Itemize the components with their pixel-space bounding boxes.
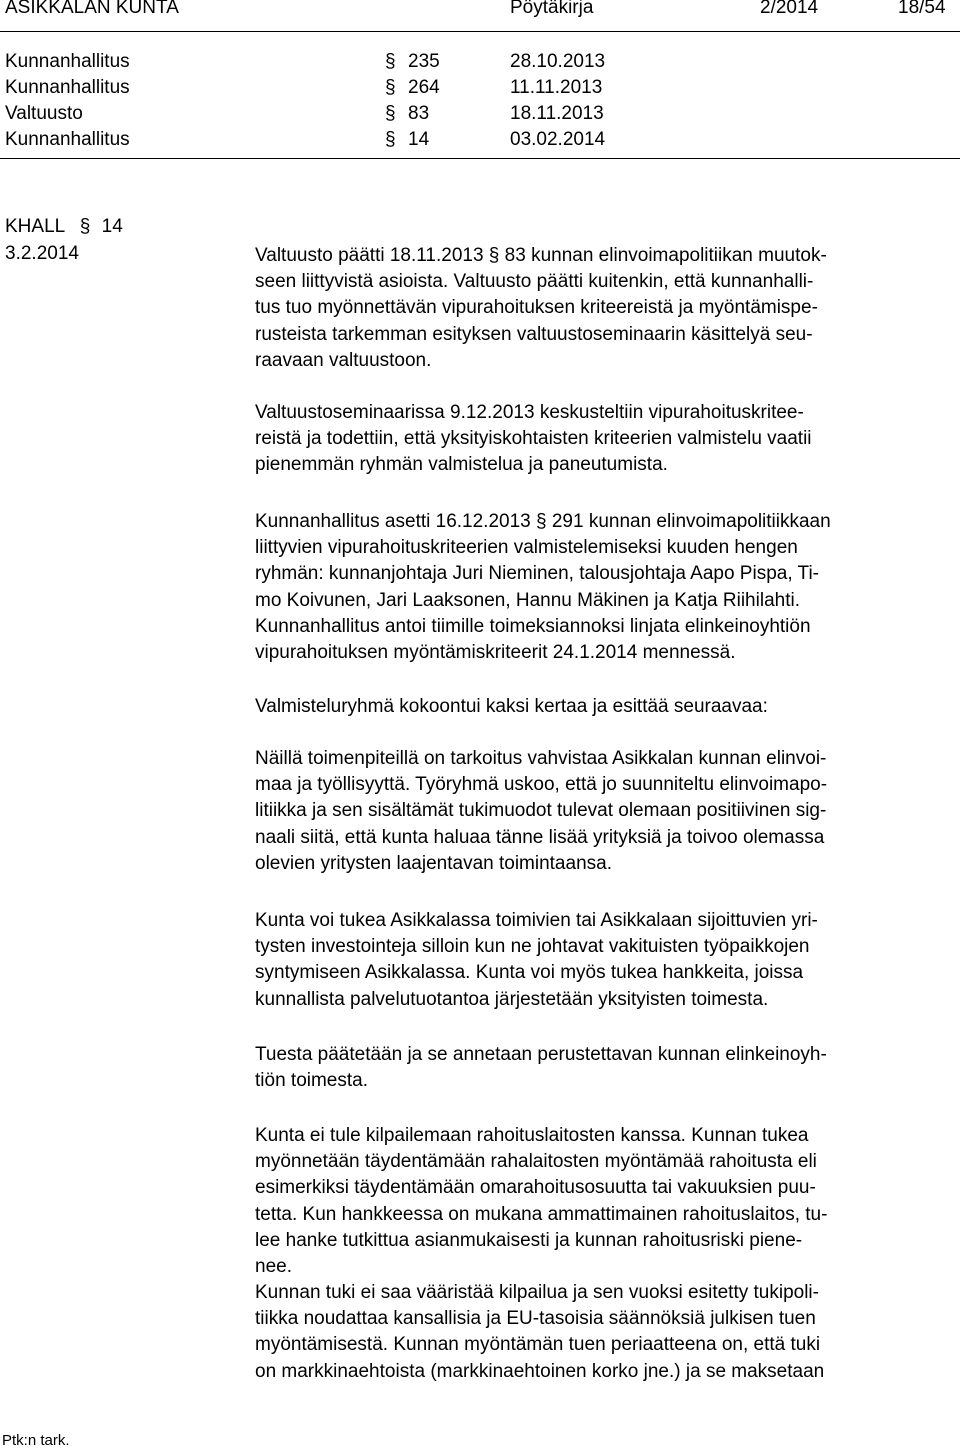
reference-rule — [0, 158, 960, 159]
body-text — [255, 746, 955, 877]
reference-body: Valtuusto — [5, 103, 83, 124]
header-page-number: 18/54 — [898, 0, 946, 18]
paragraph: Kunnanhallitus asetti 16.12.2013 § 291 kunnan elinvoimapolitiikkaan liittyvien vipurahoituskriteerien valmistelemiseksi kuuden hengen ryhmän: kunnanjohtaja Juri Nieminen, talousjohtaja Aapo Pispa, Ti- mo Koivunen, Jari Laaksonen, Hannu Mäkinen ja Katja Riihilahti. Kunnanhallitus antoi tiimille toimeksiannoksi linjata elinkeinoyhtiön vipurahoituksen myöntämiskriteerit 24.1.2014 mennessä. — [255, 511, 831, 664]
reference-body: Kunnanhallitus — [5, 51, 130, 72]
section-sign-icon: § — [79, 216, 91, 237]
header-doc-number: 2/2014 — [760, 0, 819, 18]
body-text — [255, 908, 955, 1013]
section-number: 14 — [101, 216, 123, 237]
reference-row — [5, 49, 705, 75]
header-org: ASIKKALAN KUNTA — [5, 0, 179, 18]
paragraph: Kunnan tuki ei saa vääristää kilpailua ja sen vuoksi esitetty tukipoli- tiikka noudattaa kansallisia ja EU-tasoisia säännöksiä julkisen tuen myöntämisestä. Kunnan myöntämän tuen periaatteena on, että tuki on markkinaehtoista (markkinaehtoinen korko jne.) ja se maksetaan — [255, 1282, 825, 1382]
header-doc-type: Pöytäkirja — [510, 0, 594, 18]
paragraph: Kunta voi tukea Asikkalassa toimivien tai Asikkalaan sijoittuvien yri- tysten investointeja silloin kun ne johtavat vakituisten työpaikkojen syntymiseen Asikkalassa. Kunta voi myös tukea hankkeita, joissa kunnallista palvelutuotantoa järjestetään yksityisten toimesta. — [255, 910, 818, 1010]
section-body: KHALL — [5, 216, 65, 237]
section-sign-icon: § — [385, 129, 396, 150]
reference-date: 03.02.2014 — [510, 129, 606, 150]
reference-row — [5, 101, 705, 127]
body-text — [255, 1123, 955, 1280]
reference-body: Kunnanhallitus — [5, 129, 130, 150]
footer-initials: Ptk:n tark. — [2, 1432, 70, 1449]
page-header — [0, 0, 960, 22]
paragraph: Näillä toimenpiteillä on tarkoitus vahvistaa Asikkalan kunnan elinvoi- maa ja työllisyyttä. Työryhmä uskoo, että jo suunniteltu elinvoimapo- litiikka ja sen sisältämät tukimuodot tulevat olemaan positiivinen sig- naali siitä, että kunta haluaa tänne lisää yrityksiä ja toivoo olemassa olevien yritysten laajentavan toimintaansa. — [255, 748, 828, 874]
reference-body: Kunnanhallitus — [5, 77, 130, 98]
reference-date: 11.11.2013 — [510, 77, 603, 98]
paragraph: Kunta ei tule kilpailemaan rahoituslaitosten kanssa. Kunnan tukea myönnetään täydentämään rahalaitosten myöntämää rahoitusta eli esimerkiksi täydentämään omarahoitusosuutta tai vakuuksien puu- tetta. Kun hankkeessa on mukana ammattimainen rahoituslaitos, tu- lee hanke tutkittua asianmukaisesti ja kunnan rahoitusriski piene- nee. — [255, 1125, 828, 1278]
section-date: 3.2.2014 — [5, 243, 79, 264]
reference-section: 14 — [408, 129, 430, 150]
reference-section: 264 — [408, 77, 440, 98]
section-sign-icon: § — [385, 51, 396, 72]
paragraph: Valtuusto päätti 18.11.2013 § 83 kunnan elinvoimapolitiikan muutok- seen liittyvistä asioista. Valtuusto päätti kuitenkin, että kunnanhalli- tus tuo myönnettävän vipurahoituksen kriteereistä ja myöntämispe- rusteista tarkemman esityksen valtuustoseminaarin käsittelyä seu- raavaan valtuustoon. — [255, 245, 827, 371]
body-text — [255, 1280, 955, 1385]
reference-date: 28.10.2013 — [510, 51, 606, 72]
reference-date: 18.11.2013 — [510, 103, 604, 124]
reference-section: 83 — [408, 103, 430, 124]
body-text — [255, 243, 955, 374]
reference-row — [5, 127, 705, 153]
paragraph: Valtuustoseminaarissa 9.12.2013 keskusteltiin vipurahoituskritee- reistä ja todettiin, että yksityiskohtaisten kriteerien valmistelu vaatii pienemmän ryhmän valmistelua ja paneutumista. — [255, 402, 812, 476]
paragraph: Valmisteluryhmä kokoontui kaksi kertaa ja esittää seuraavaa: — [255, 696, 768, 717]
body-text — [255, 400, 955, 479]
section-marker — [5, 216, 123, 238]
reference-row — [5, 75, 705, 101]
section-sign-icon: § — [385, 77, 396, 98]
body-text — [255, 509, 955, 666]
header-rule — [0, 31, 960, 32]
body-text — [255, 694, 955, 720]
body-text — [255, 1042, 955, 1094]
section-sign-icon: § — [385, 103, 396, 124]
reference-section: 235 — [408, 51, 440, 72]
paragraph: Tuesta päätetään ja se annetaan perustettavan kunnan elinkeinoyh- tiön toimesta. — [255, 1044, 827, 1092]
